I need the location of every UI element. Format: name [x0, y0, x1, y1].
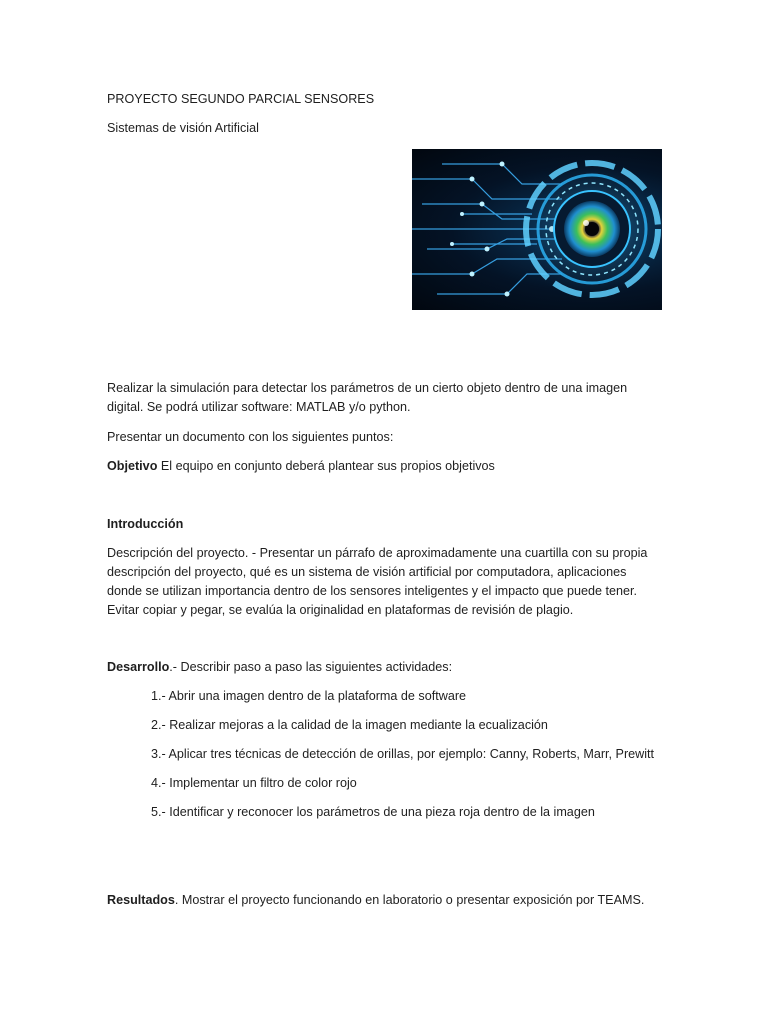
list-item: 1.- Abrir una imagen dentro de la plataforma de software — [151, 689, 467, 703]
introduccion-heading: Introducción — [107, 517, 184, 531]
resultados-section — [107, 891, 644, 910]
list-item: 3.- Aplicar tres técnicas de detección de orillas, por ejemplo: Canny, Roberts, Marr, Prewitt — [151, 747, 655, 761]
desarrollo-text: .- Describir paso a paso las siguientes actividades: — [169, 660, 453, 674]
list-item: 5.- Identificar y reconocer los parámetros de una pieza roja dentro de la imagen — [151, 805, 595, 819]
eye-circuit-illustration — [412, 149, 662, 310]
introduccion-paragraph — [107, 544, 667, 620]
list-item: 2.- Realizar mejoras a la calidad de la imagen mediante la ecualización — [151, 718, 548, 732]
introduccion-line: Descripción del proyecto. - Presentar un párrafo de aproximadamente una cuartilla con su propia — [107, 546, 648, 560]
present-line: Presentar un documento con los siguientes puntos: — [107, 430, 394, 444]
resultados-text: . Mostrar el proyecto funcionando en laboratorio o presentar exposición por TEAMS. — [174, 893, 645, 907]
introduccion-line: descripción del proyecto, qué es un sistema de visión artificial por computadora, aplicaciones — [107, 565, 627, 579]
eye-circuit-icon — [412, 149, 662, 310]
intro-line: Realizar la simulación para detectar los parámetros de un cierto objeto dentro de una imagen — [107, 381, 628, 395]
document-title: PROYECTO SEGUNDO PARCIAL SENSORES — [107, 92, 375, 106]
desarrollo-section — [107, 658, 452, 677]
document-subtitle: Sistemas de visión Artificial — [107, 121, 259, 135]
introduccion-line: Evitar copiar y pegar, se evalúa la originalidad en plataformas de revisión de plagio. — [107, 603, 574, 617]
intro-line: digital. Se podrá utilizar software: MATLAB y/o python. — [107, 400, 411, 414]
desarrollo-label: Desarrollo — [107, 660, 170, 674]
objetivo-section — [107, 457, 495, 476]
intro-paragraph — [107, 379, 667, 417]
objetivo-text: El equipo en conjunto deberá plantear sus propios objetivos — [157, 459, 495, 473]
resultados-label: Resultados — [107, 893, 175, 907]
list-item: 4.- Implementar un filtro de color rojo — [151, 776, 357, 790]
objetivo-label: Objetivo — [107, 459, 158, 473]
introduccion-line: donde se utilizan importancia dentro de los sensores inteligentes y el impacto que puede tener. — [107, 584, 637, 598]
